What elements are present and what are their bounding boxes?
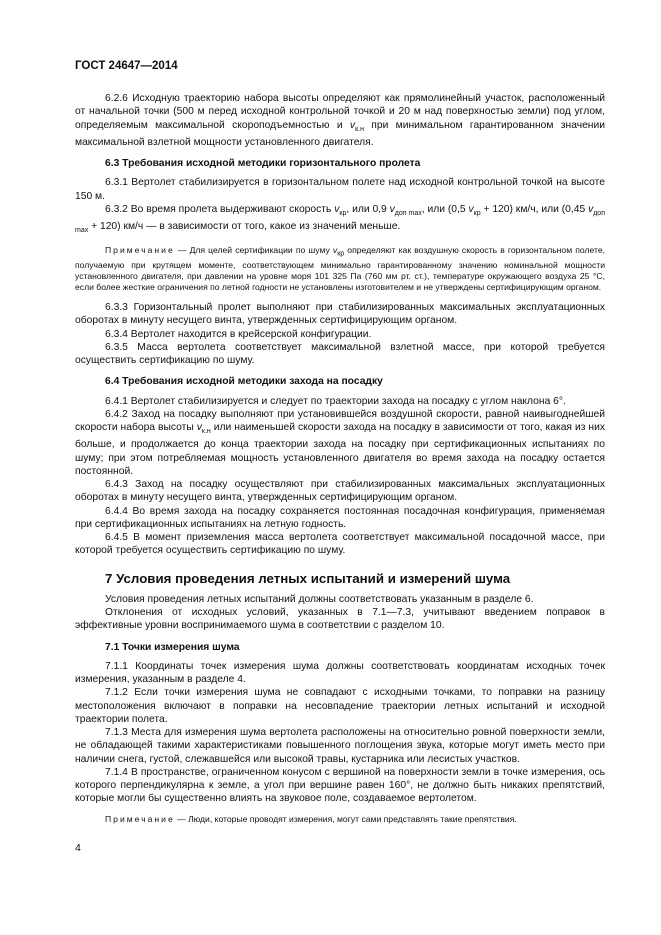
paragraph-7-1-1: 7.1.1 Координаты точек измерения шума должны соответствовать координатам исходных точек измерения, указанным в разделе 4. <box>75 660 605 686</box>
paragraph-6-3-2: 6.3.2 Во время пролета выдерживают скорость $v_{кр}$, или 0,9 $v_{доп max}$, или (0,5 $v_{кр} + 120$) км/ч, или (0,45 $v_{доп max} + 120$) км/ч — в зависимости от того, какое из значений меньше. <box>75 203 605 235</box>
paragraph-6-3-4: 6.3.4 Вертолет находится в крейсерской конфигурации. <box>105 328 372 340</box>
page-number: 4 <box>75 842 81 854</box>
paragraph-6-4-2: 6.4.2 Заход на посадку выполняют при установившейся воздушной скорости, равной наивыгоднейшей скорости набора высоты $v_{к.н}$ или наименьшей скорости захода на посадку в зависимости от того, какая из них больше, и продолжается до конца траектории захода на посадку при сертификационных испытаниях по шуму; при этом потребляемая мощность установленного двигателя во время захода на посадку остается постоянной. <box>75 408 605 477</box>
document-header: ГОСТ 24647—2014 <box>75 60 178 72</box>
symbol-v: v <box>349 119 356 131</box>
paragraph-6-3-1: 6.3.1 Вертолет стабилизируется в горизонтальном полете над исходной контрольной точкой на высоте 150 м. <box>75 177 605 202</box>
note-6-3: Примечание — Для целей сертификации по шуму $v_{кр}$ определяют как воздушную скорость в горизонтальном полете, получаемую при крутящем моменте, соответствующем минимально гарантированному значению номинальной мощности установленного двигателя, при давлении на уровне моря 101 325 Па (760 мм рт. ст.), температуре окружающего воздуха 25 °С, если более жесткие ограничения по летной годности не установлены изготовителем и не утверждены сертифицирующим органом. <box>75 245 605 293</box>
paragraph-6-4-5: 6.4.5 В момент приземления масса вертолета соответствует максимальной посадочной массе, при которой требуется осуществить сертификацию по шуму. <box>75 532 605 557</box>
paragraph-6-3-3: 6.3.3 Горизонтальный пролет выполняют при стабилизированных максимальных эксплуатационных оборотах в минуту несущего винта, утвержденных сертифицирующим органом. <box>75 302 605 327</box>
section-7-1-title: 7.1 Точки измерения шума <box>105 641 240 653</box>
paragraph-7-deviations: Отклонения от исходных условий, указанных в 7.1—7.3, учитывают введением поправок в эффективные уровни воспринимаемого шума в соответствии с разделом 10. <box>75 607 605 632</box>
paragraph-6-4-4: 6.4.4 Во время захода на посадку сохраняется постоянная посадочная конфигурация, применяемая при сертификационных испытаниях на летную годность. <box>75 505 605 530</box>
section-7-title: 7 Условия проведения летных испытаний и измерений шума <box>105 570 511 586</box>
paragraph-7-1-4: 7.1.4 В пространстве, ограниченном конусом с вершиной на поверхности земли в точке измерения, ось которого перпендикулярна к земле, а угол при вершине равен 160°, не должно быть никаких препятствий, которые могли бы существенно влиять на звуковое поле, создаваемое вертолетом. <box>75 766 605 805</box>
paragraph-6-3-5: 6.3.5 Масса вертолета соответствует максимальной взлетной массе, при которой требуется осуществить сертификацию по шуму. <box>75 341 605 367</box>
paragraph-7-1-3: 7.1.3 Места для измерения шума вертолета расположены на относительно ровной поверхности земли, не обладающей такими характеристиками повышенного поглощения звука, которые могут иметь место при наличии снега, густой, слежавшейся или высокой травы, кустарника или лесистых участков. <box>75 727 605 765</box>
paragraph-7-intro: Условия проведения летных испытаний должны соответствовать указанным в разделе 6. <box>105 593 534 605</box>
section-6-4-title: 6.4 Требования исходной методики захода на посадку <box>105 376 383 388</box>
paragraph-6-4-3: 6.4.3 Заход на посадку осуществляют при стабилизированных максимальных эксплуатационных оборотах в минуту несущего винта, утвержденных сертифицирующим органом. <box>75 479 605 504</box>
note-7-1: Примечание — Люди, которые проводят измерения, могут сами представлять такие препятствия. <box>105 813 517 824</box>
paragraph-6-4-1: 6.4.1 Вертолет стабилизируется и следует по траектории захода на посадку с углом наклона 6°. <box>105 395 566 407</box>
document-body <box>75 92 605 833</box>
paragraph-6-2-6: 6.2.6 Исходную траекторию набора высоты определяют как прямолинейный участок, расположенный от начальной точки (500 м перед исходной контрольной точкой и 20 м над поверхностью земли) под углом, определяемым максимальной скороподъемностью и $v_{к.н}$ при минимальном гарантированном значении максимальной взлетной мощности установленного двигателя. <box>75 93 605 148</box>
paragraph-7-1-2: 7.1.2 Если точки измерения шума не совпадают с исходными точками, то поправки на разницу местоположения включают в поправки на несовпадение траектории летных испытаний и исходной траектории полета. <box>75 687 605 725</box>
section-6-3-title: 6.3 Требования исходной методики горизонтального пролета <box>105 158 421 170</box>
